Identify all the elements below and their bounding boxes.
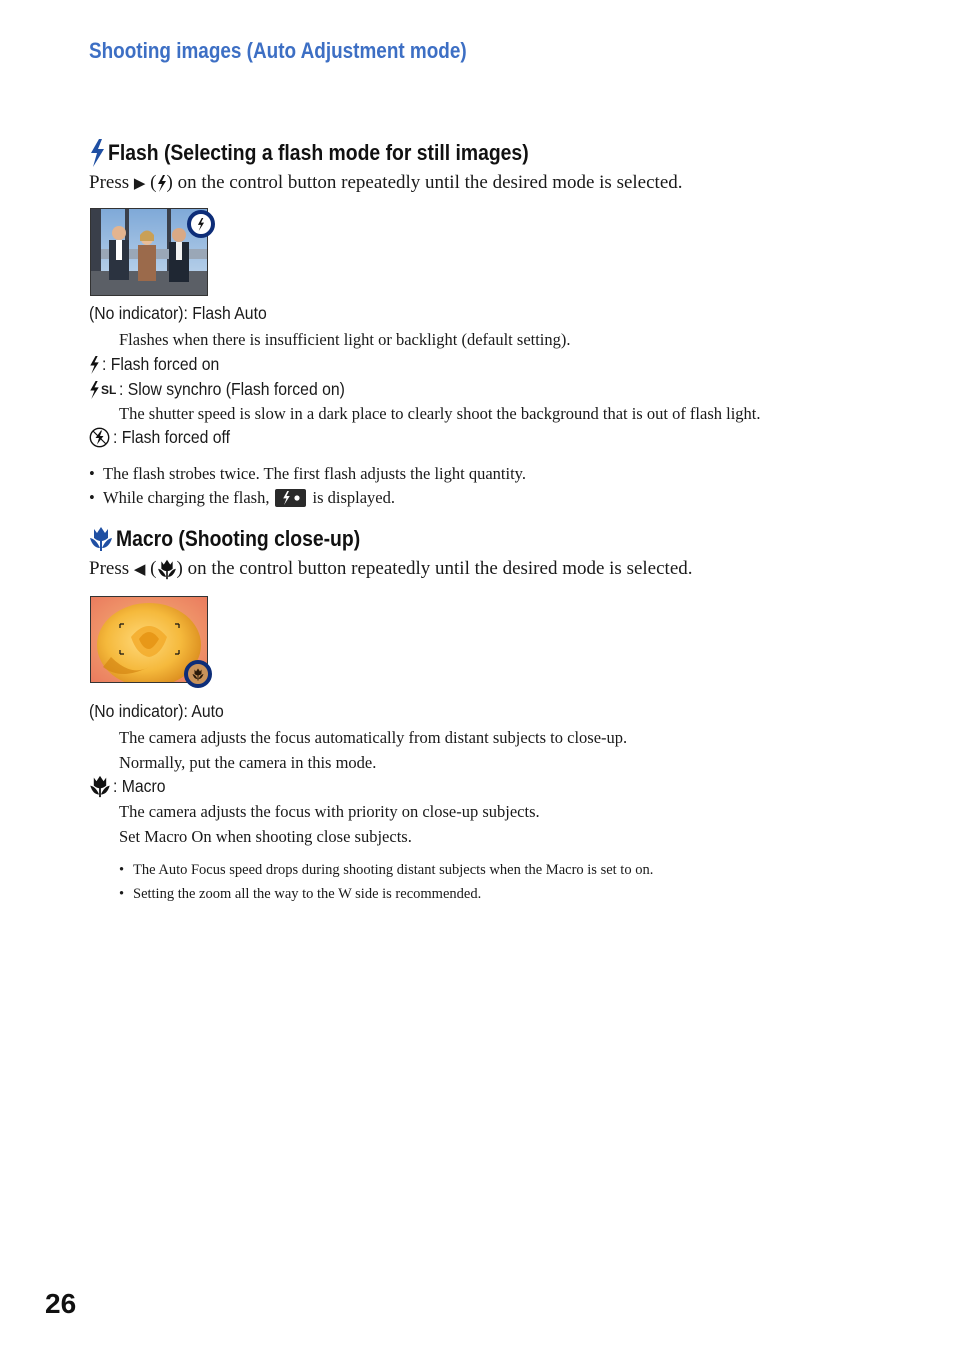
flash-charging-icon [275, 489, 306, 507]
flash-mode-slow-synchro-desc: The shutter speed is slow in a dark place to clearly shoot the background that is out of flash light. [119, 404, 761, 423]
running-header: Shooting images (Auto Adjustment mode) [89, 38, 467, 63]
macro-tulip-icon [192, 668, 204, 681]
flash-icon [197, 218, 205, 231]
flash-mode-auto-label: (No indicator): Flash Auto [89, 303, 267, 323]
flash-indicator-badge [187, 210, 215, 238]
flash-icon [89, 139, 105, 167]
macro-heading: Macro (Shooting close-up) [89, 526, 393, 552]
flash-bullet-2: • While charging the flash, is displayed. [89, 488, 395, 507]
macro-mode-macro-desc-1: The camera adjusts the focus with priority on close-up subjects. [119, 802, 540, 821]
flash-mode-slow-synchro-label: SL : Slow synchro (Flash forced on) [89, 379, 370, 400]
flash-icon [157, 175, 167, 192]
macro-mode-auto-desc-1: The camera adjusts the focus automatically from distant subjects to close-up. [119, 728, 628, 747]
page-number: 26 [45, 1288, 77, 1319]
flash-off-icon [89, 427, 110, 448]
macro-note-1: • The Auto Focus speed drops during shooting distant subjects when the Macro is set to on. [119, 862, 654, 878]
macro-instruction: Press ◀ ( ) on the control button repeatedly until the desired mode is selected. [89, 558, 693, 579]
flash-mode-forced-off-label: : Flash forced off [89, 427, 243, 448]
macro-indicator-badge [184, 660, 212, 688]
flash-icon [89, 356, 100, 374]
flash-bullet-1: • The flash strobes twice. The first flash adjusts the light quantity. [89, 464, 526, 483]
flash-instruction: Press ▶ ( ) on the control button repeatedly until the desired mode is selected. [89, 172, 683, 193]
left-arrow-icon: ◀ [133, 562, 146, 578]
macro-note-2: • Setting the zoom all the way to the W side is recommended. [119, 886, 482, 902]
slow-synchro-icon: SL [89, 381, 116, 399]
macro-tulip-icon [89, 526, 113, 552]
flash-mode-auto-desc: Flashes when there is insufficient light or backlight (default setting). [119, 330, 571, 349]
macro-mode-macro-label: : Macro [89, 775, 171, 798]
flash-mode-forced-on-label: : Flash forced on [89, 354, 232, 375]
macro-mode-auto-desc-2: Normally, put the camera in this mode. [119, 753, 377, 772]
flash-heading: Flash (Selecting a flash mode for still images) [89, 139, 586, 167]
macro-mode-macro-desc-2: Set Macro On when shooting close subjects. [119, 827, 412, 846]
macro-mode-auto-label: (No indicator): Auto [89, 701, 224, 721]
macro-tulip-icon [157, 559, 177, 580]
right-arrow-icon: ▶ [133, 176, 146, 192]
macro-tulip-icon [89, 775, 111, 798]
